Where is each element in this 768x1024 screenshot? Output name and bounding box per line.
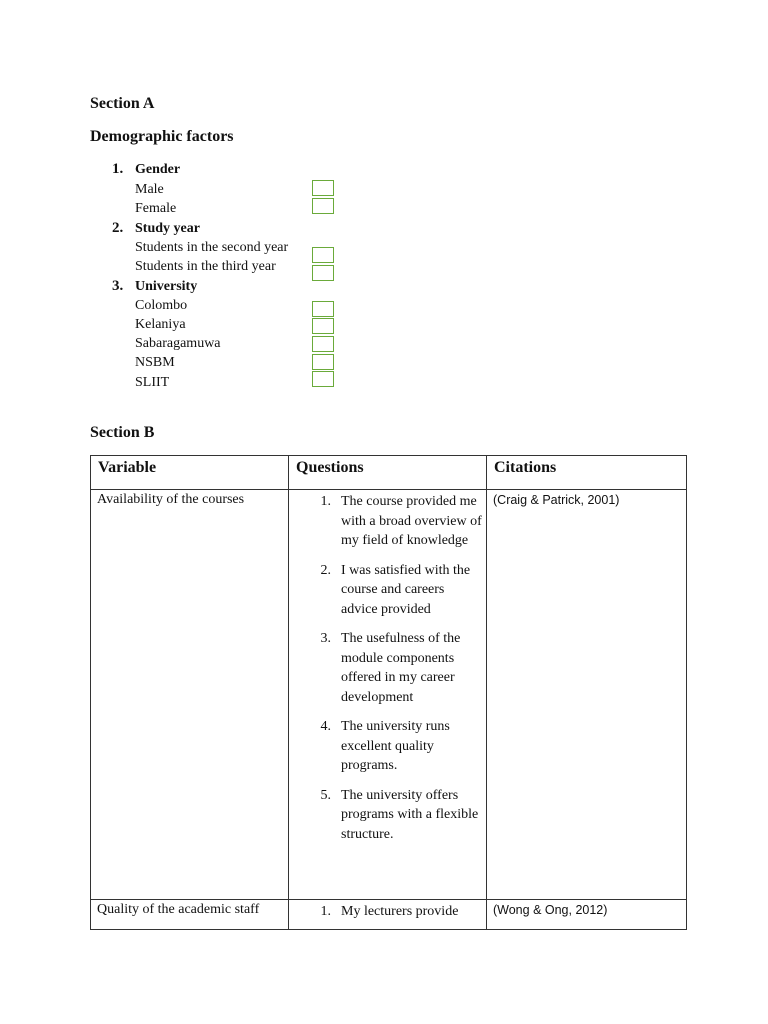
option-label-colombo: Colombo — [135, 298, 188, 313]
questions-cell — [289, 900, 487, 930]
table-header-row — [91, 456, 687, 490]
checkbox-female[interactable] — [312, 198, 334, 214]
question-title-university: University — [135, 279, 198, 294]
header-cell — [91, 456, 289, 490]
checkbox-male[interactable] — [312, 180, 334, 196]
item-number: 5. — [320, 787, 331, 803]
variable-text: Quality of the academic staff — [97, 902, 260, 917]
item-number: 3. — [320, 631, 331, 646]
header-variable: Variable — [98, 459, 157, 476]
section-b-title: Section B — [90, 424, 155, 441]
item-number: 1. — [320, 904, 331, 919]
section-a-subtitle: Demographic factors — [90, 128, 234, 145]
question-number: 1. — [112, 161, 124, 177]
table-row — [91, 900, 687, 930]
item-number: 4. — [320, 719, 331, 734]
option-label-sliit: SLIIT — [135, 375, 170, 390]
section-a-title: Section A — [90, 95, 155, 112]
list-item — [289, 492, 482, 551]
citation-text: (Craig & Patrick, 2001) — [493, 493, 620, 507]
item-text: The university offers programs with a flexible structure. — [341, 787, 479, 842]
header-cell — [487, 456, 687, 490]
checkbox-colombo[interactable] — [312, 301, 334, 317]
citation-text: (Wong & Ong, 2012) — [493, 903, 608, 917]
question-title-study-year: Study year — [135, 221, 200, 236]
option-label-sabaragamuwa: Sabaragamuwa — [135, 336, 221, 351]
questions-table — [90, 455, 687, 930]
item-text: The university runs excellent quality programs. — [341, 719, 450, 773]
variable-cell — [91, 900, 289, 930]
variable-cell — [91, 490, 289, 900]
question-list — [289, 900, 486, 922]
question-number: 2. — [112, 220, 124, 236]
header-questions: Questions — [296, 459, 364, 476]
header-citations: Citations — [494, 459, 557, 476]
option-label-nsbm: NSBM — [135, 355, 175, 370]
item-text: The usefulness of the module components offered in my career development — [341, 631, 461, 705]
citation-cell — [487, 490, 687, 900]
option-label-kelaniya: Kelaniya — [135, 317, 186, 332]
checkbox-nsbm[interactable] — [312, 354, 334, 370]
table-row — [91, 490, 687, 900]
checkbox-kelaniya[interactable] — [312, 318, 334, 334]
list-item — [289, 629, 482, 707]
item-text: My lecturers provide — [341, 904, 459, 919]
option-label-third-year: Students in the third year — [135, 259, 276, 274]
option-label-female: Female — [135, 201, 177, 216]
question-list — [289, 490, 486, 844]
checkbox-third-year[interactable] — [312, 265, 334, 281]
checkbox-sabaragamuwa[interactable] — [312, 336, 334, 352]
list-item — [289, 561, 482, 620]
list-item — [289, 902, 482, 922]
question-title-gender: Gender — [135, 162, 181, 177]
list-item — [289, 717, 482, 776]
checkbox-sliit[interactable] — [312, 371, 334, 387]
option-label-second-year: Students in the second year — [135, 240, 289, 255]
item-text: The course provided me with a broad overview of my field of knowledge — [341, 494, 482, 548]
questions-cell — [289, 490, 487, 900]
question-number: 3. — [112, 278, 124, 294]
option-label-male: Male — [135, 182, 164, 197]
item-text: I was satisfied with the course and careers advice provided — [341, 562, 471, 617]
item-number: 2. — [320, 562, 331, 578]
citation-cell — [487, 900, 687, 930]
header-cell — [289, 456, 487, 490]
list-item — [289, 786, 482, 845]
variable-text: Availability of the courses — [97, 492, 245, 507]
item-number: 1. — [320, 494, 331, 509]
checkbox-second-year[interactable] — [312, 247, 334, 263]
